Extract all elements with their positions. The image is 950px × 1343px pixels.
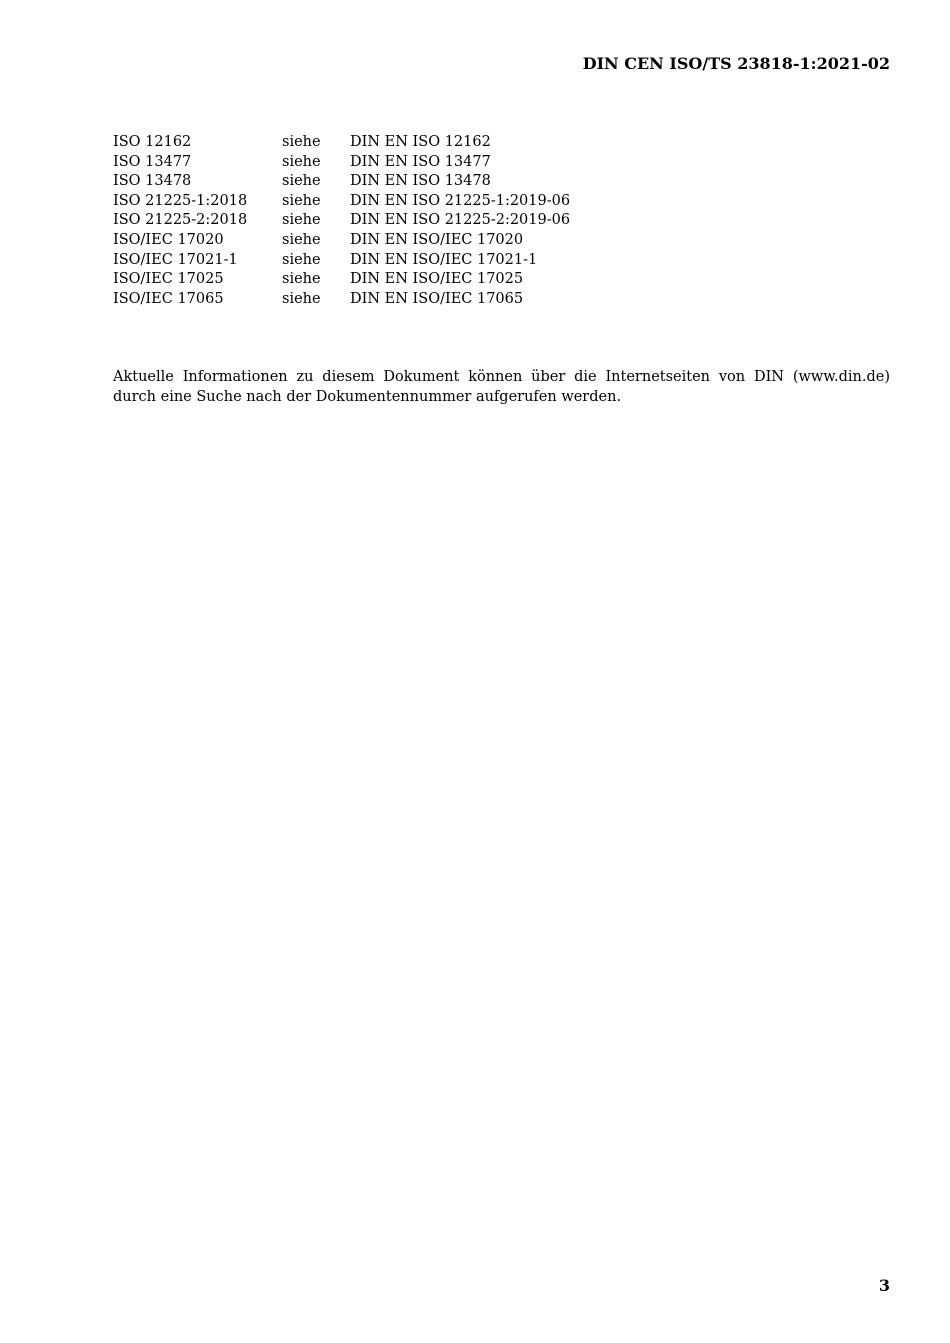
din-reference: DIN EN ISO/IEC 17020 — [350, 231, 524, 248]
reference-row — [113, 192, 630, 212]
iso-reference: ISO 12162 — [113, 134, 192, 150]
reference-row — [113, 290, 630, 310]
din-reference: DIN EN ISO/IEC 17065 — [350, 290, 524, 307]
din-reference: DIN EN ISO 13477 — [350, 153, 491, 170]
see-label: siehe — [282, 271, 321, 288]
see-label: siehe — [282, 290, 321, 307]
iso-reference: ISO 21225-2:2018 — [113, 212, 248, 229]
see-label: siehe — [282, 134, 321, 150]
reference-table — [113, 133, 630, 309]
see-label: siehe — [282, 212, 321, 229]
reference-row — [113, 172, 630, 192]
reference-row — [113, 153, 630, 173]
iso-reference: ISO 13477 — [113, 153, 192, 170]
iso-reference: ISO 13478 — [113, 173, 192, 190]
document-header-id: DIN CEN ISO/TS 23818-1:2021-02 — [582, 54, 890, 73]
iso-reference: ISO 21225-1:2018 — [113, 192, 248, 209]
info-paragraph: Aktuelle Informationen zu diesem Dokument können über die Internetseiten von DIN (www.din.de) durch eine Suche nach der Dokumentennummer aufgerufen werden. — [113, 369, 890, 405]
see-label: siehe — [282, 231, 321, 248]
iso-reference: ISO/IEC 17065 — [113, 290, 224, 307]
iso-reference: ISO/IEC 17021-1 — [113, 251, 238, 268]
page-number: 3 — [878, 1276, 890, 1295]
din-reference: DIN EN ISO 21225-1:2019-06 — [350, 192, 571, 209]
iso-reference: ISO/IEC 17025 — [113, 271, 224, 288]
din-reference: DIN EN ISO/IEC 17021-1 — [350, 251, 538, 268]
din-reference: DIN EN ISO 13478 — [350, 173, 491, 190]
reference-row — [113, 231, 630, 251]
din-reference: DIN EN ISO/IEC 17025 — [350, 271, 524, 288]
see-label: siehe — [282, 192, 321, 209]
reference-row — [113, 270, 630, 290]
din-reference: DIN EN ISO 12162 — [350, 134, 491, 150]
reference-row — [113, 251, 630, 271]
see-label: siehe — [282, 173, 321, 190]
see-label: siehe — [282, 153, 321, 170]
reference-row — [113, 133, 630, 153]
see-label: siehe — [282, 251, 321, 268]
reference-row — [113, 211, 630, 231]
iso-reference: ISO/IEC 17020 — [113, 231, 224, 248]
din-reference: DIN EN ISO 21225-2:2019-06 — [350, 212, 571, 229]
